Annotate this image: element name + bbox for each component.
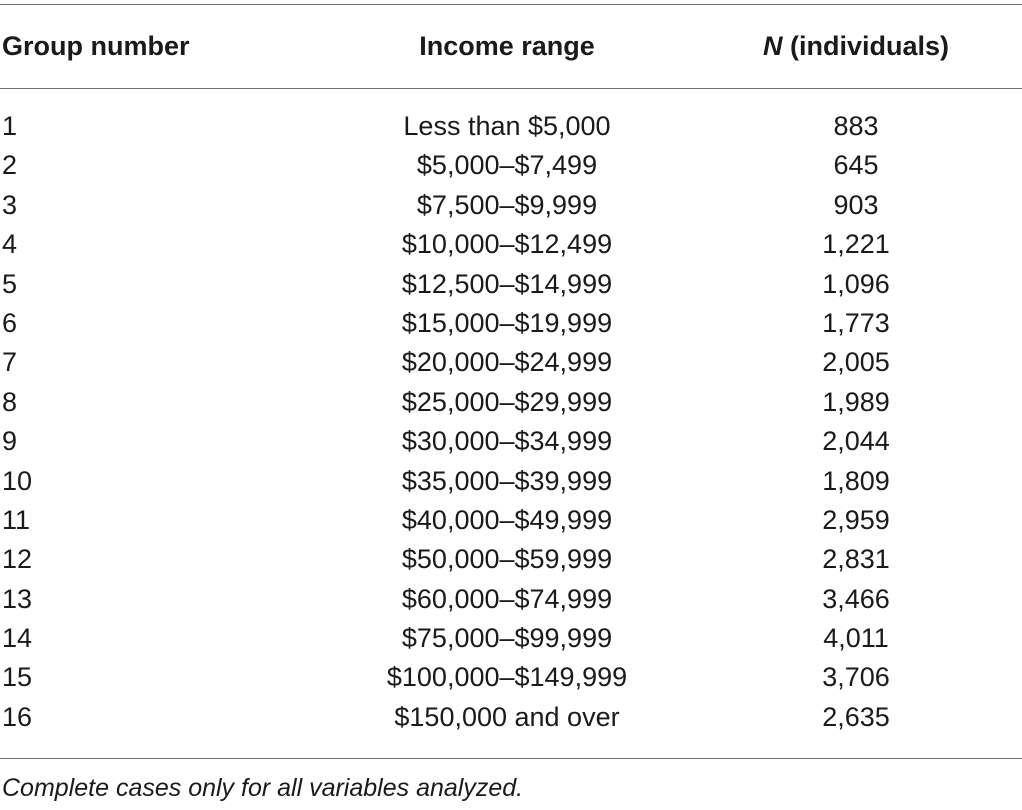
cell-n-individuals: 2,635 xyxy=(822,701,890,732)
table-row xyxy=(0,462,1022,501)
cell-group-number: 12 xyxy=(2,544,33,575)
cell-n-individuals: 1,809 xyxy=(822,465,890,496)
table-row xyxy=(0,343,1022,382)
cell-group-number: 11 xyxy=(2,504,31,535)
cell-income-range: $35,000–$39,999 xyxy=(401,465,613,496)
header-n-individuals xyxy=(755,31,957,61)
table-bottom-rule xyxy=(0,758,1022,759)
cell-income-range: $25,000–$29,999 xyxy=(401,386,613,417)
cell-n-individuals: 3,706 xyxy=(822,662,890,693)
cell-income-range: $75,000–$99,999 xyxy=(401,623,613,654)
cell-group-number: 3 xyxy=(2,189,18,220)
table-row xyxy=(0,304,1022,343)
table-footnote: Complete cases only for all variables analyzed. xyxy=(2,774,524,802)
table-row xyxy=(0,580,1022,619)
cell-income-range: $12,500–$14,999 xyxy=(401,268,613,299)
table-row xyxy=(0,186,1022,225)
cell-income-range: $50,000–$59,999 xyxy=(401,544,613,575)
cell-group-number: 14 xyxy=(2,623,33,654)
cell-n-individuals: 3,466 xyxy=(822,583,890,614)
cell-income-range: Less than $5,000 xyxy=(403,111,611,141)
table-row xyxy=(0,501,1022,540)
cell-n-individuals: 1,221 xyxy=(822,229,890,260)
cell-income-range: $5,000–$7,499 xyxy=(416,150,598,181)
table-top-rule xyxy=(0,4,1022,5)
cell-n-individuals: 2,044 xyxy=(822,426,890,457)
cell-income-range: $20,000–$24,999 xyxy=(401,347,613,378)
cell-n-individuals: 2,005 xyxy=(822,347,890,378)
cell-group-number: 16 xyxy=(2,701,33,732)
cell-group-number: 1 xyxy=(2,111,18,141)
cell-income-range: $7,500–$9,999 xyxy=(416,189,598,220)
cell-group-number: 7 xyxy=(2,347,18,378)
cell-n-individuals: 4,011 xyxy=(823,623,889,654)
cell-n-individuals: 1,773 xyxy=(822,307,890,338)
cell-income-range: $30,000–$34,999 xyxy=(401,426,613,457)
cell-group-number: 2 xyxy=(2,150,18,181)
cell-group-number: 5 xyxy=(2,268,18,299)
cell-income-range: $40,000–$49,999 xyxy=(401,504,613,535)
table-row xyxy=(0,698,1022,737)
table-row xyxy=(0,225,1022,264)
table-row xyxy=(0,146,1022,185)
table-row xyxy=(0,422,1022,461)
cell-n-individuals: 2,831 xyxy=(822,544,890,575)
header-income-range xyxy=(341,31,673,61)
cell-group-number: 6 xyxy=(2,307,18,338)
header-group-number: Group number xyxy=(2,31,190,61)
header-n-symbol: N xyxy=(762,31,783,61)
cell-n-individuals: 1,989 xyxy=(822,386,890,417)
table-row xyxy=(0,107,1022,146)
cell-group-number: 15 xyxy=(2,662,33,693)
table-row xyxy=(0,265,1022,304)
cell-group-number: 8 xyxy=(2,386,18,417)
cell-income-range: $100,000–$149,999 xyxy=(386,662,628,693)
cell-n-individuals: 645 xyxy=(833,150,879,181)
cell-n-individuals: 903 xyxy=(833,189,879,220)
cell-income-range: $15,000–$19,999 xyxy=(401,307,613,338)
header-n-label: (individuals) xyxy=(782,31,949,61)
table-row xyxy=(0,383,1022,422)
table-row xyxy=(0,619,1022,658)
cell-income-range: $150,000 and over xyxy=(394,701,620,732)
cell-group-number: 4 xyxy=(2,229,18,260)
table-row xyxy=(0,540,1022,579)
header-income-range-label: Income range xyxy=(419,31,595,61)
cell-income-range: $60,000–$74,999 xyxy=(401,583,613,614)
table-row xyxy=(0,658,1022,697)
header-bottom-rule xyxy=(0,88,1022,89)
cell-income-range: $10,000–$12,499 xyxy=(401,229,613,260)
cell-n-individuals: 2,959 xyxy=(822,504,890,535)
cell-group-number: 13 xyxy=(2,583,33,614)
cell-group-number: 10 xyxy=(2,465,33,496)
cell-n-individuals: 883 xyxy=(833,111,879,141)
table-body xyxy=(0,107,1022,737)
cell-n-individuals: 1,096 xyxy=(822,268,890,299)
cell-group-number: 9 xyxy=(2,426,18,457)
